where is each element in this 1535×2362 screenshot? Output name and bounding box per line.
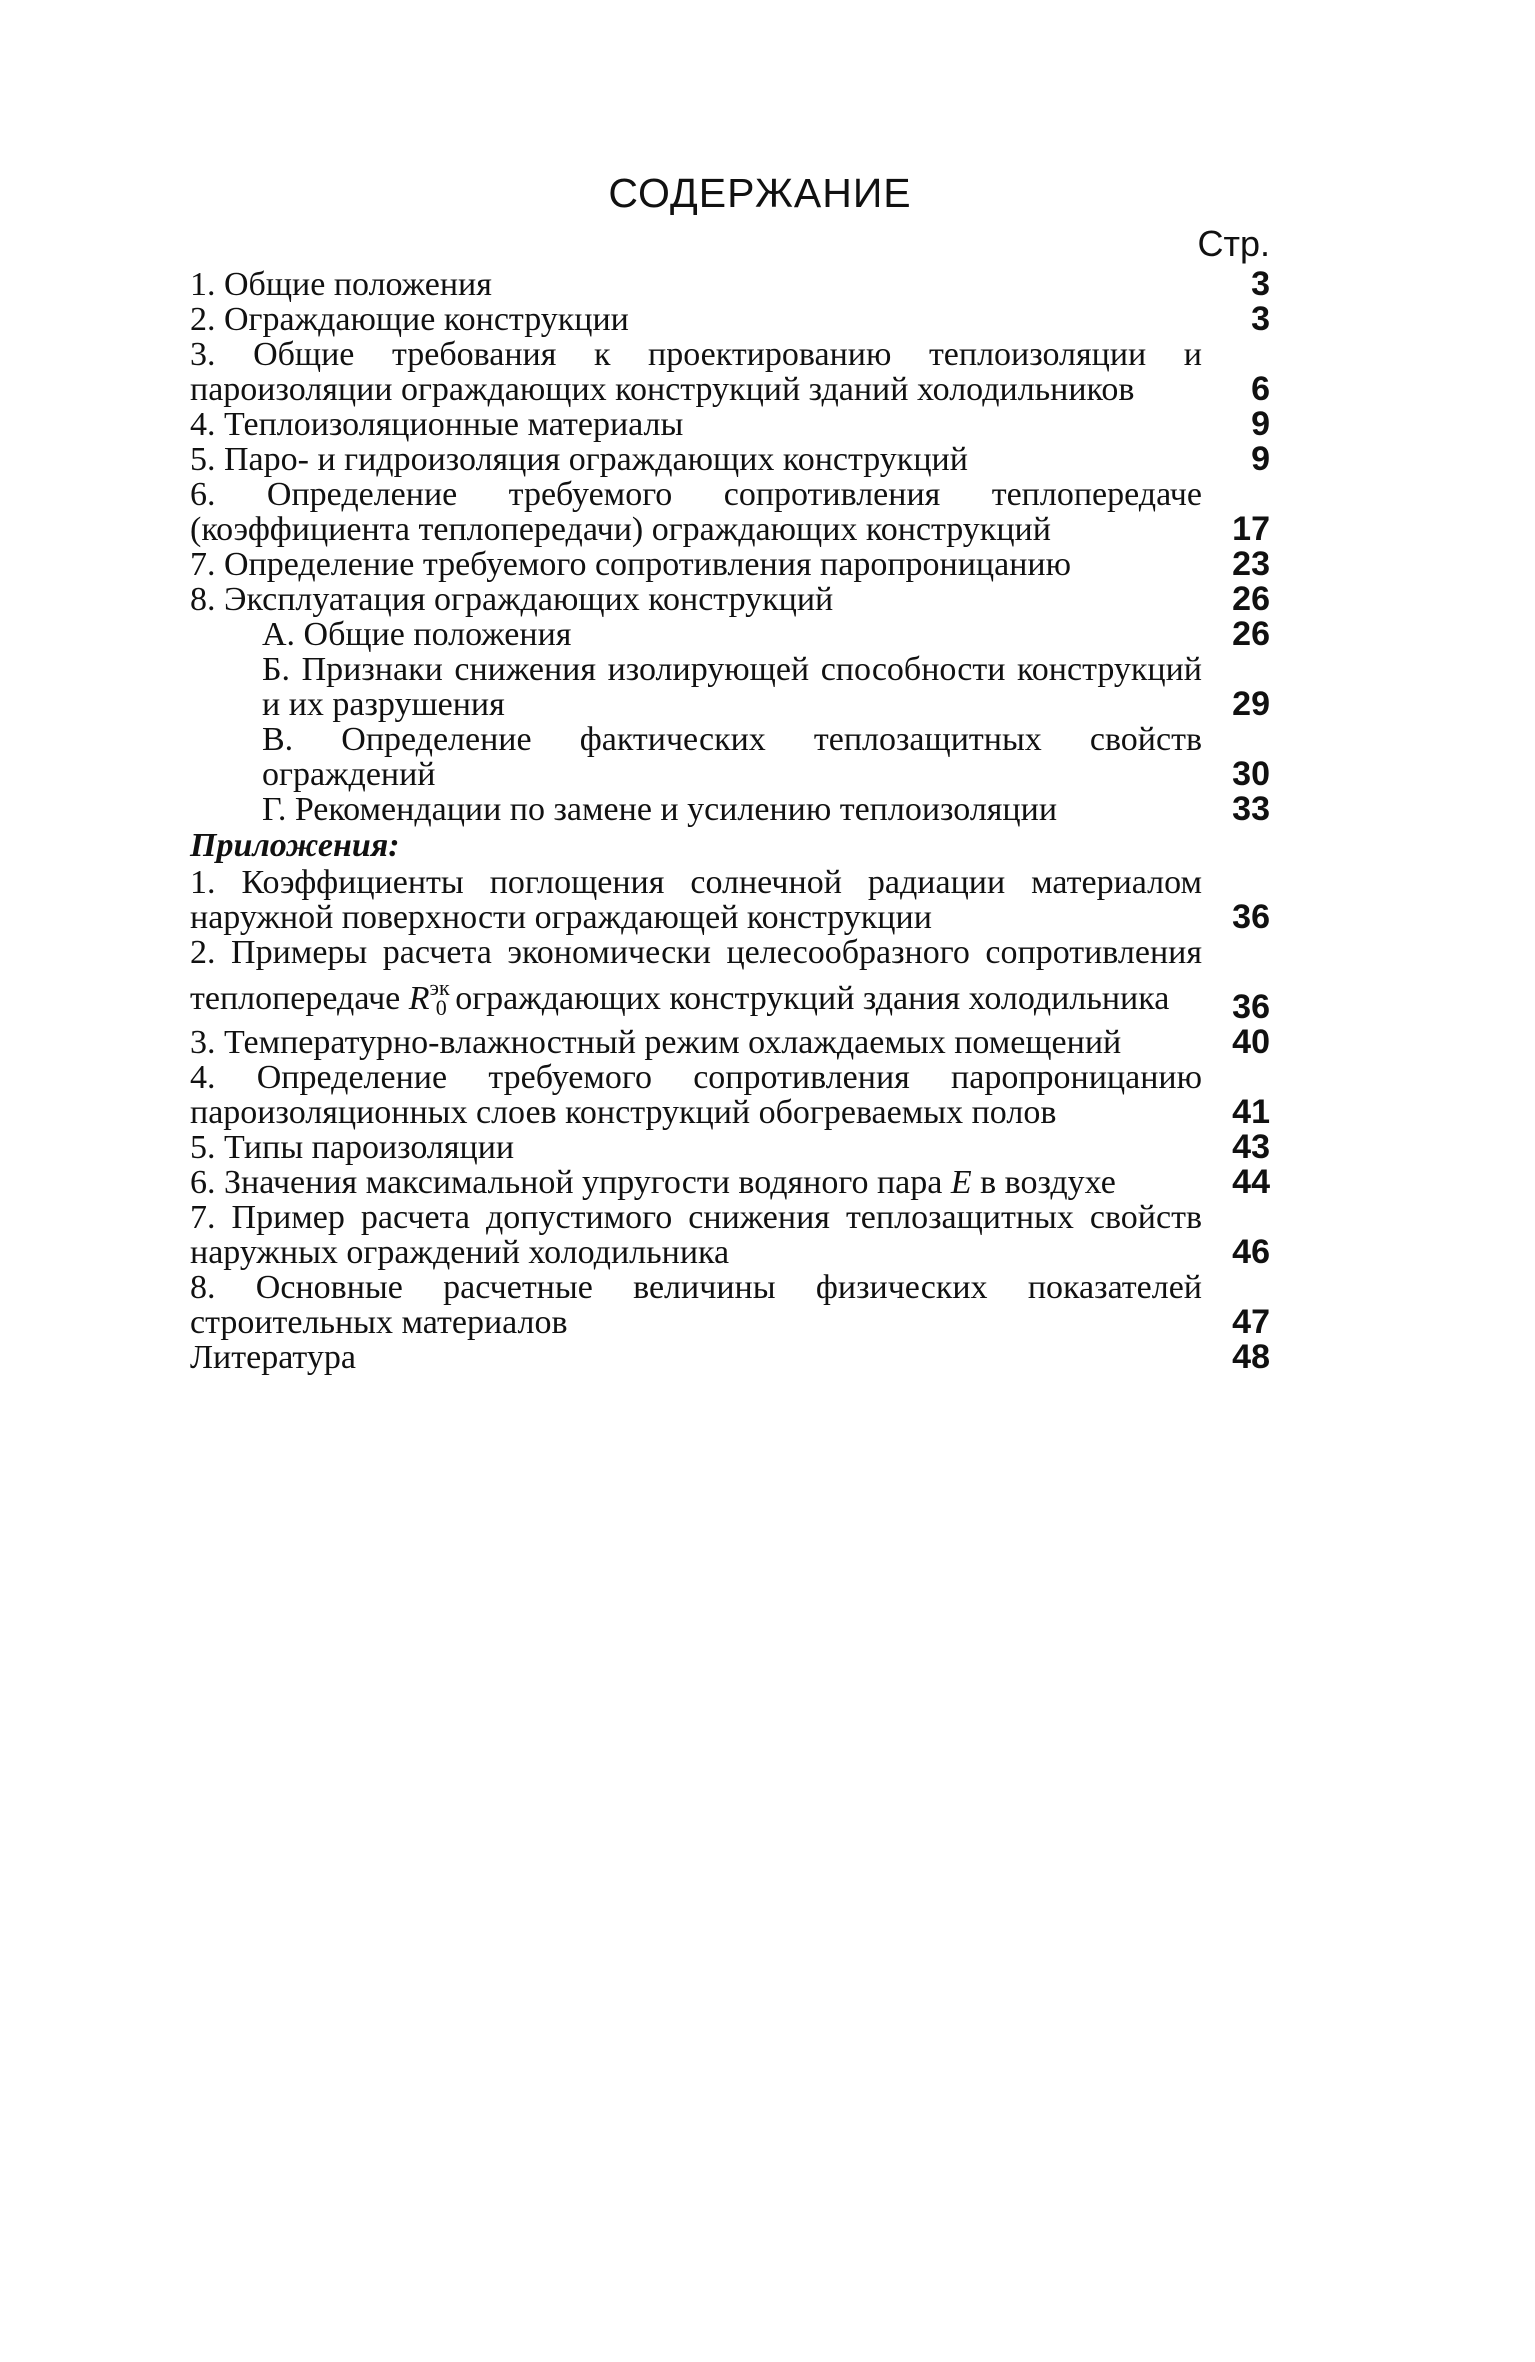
toc-entry-text-part: ограждающих конструкций здания холодильника (446, 980, 1170, 1017)
toc-entry-text: 2. Ограждающие конструкции (190, 301, 629, 338)
toc-entry-text: 1. Общие положения (190, 266, 492, 303)
toc-entry-page: 44 (1232, 1163, 1270, 1201)
toc-entry-page: 9 (1251, 405, 1270, 443)
toc-entry[interactable] (190, 582, 1270, 617)
toc-entry-text-part: 6. Значения максимальной упругости водяного пара (190, 1164, 951, 1201)
formula-symbol-e: E (950, 1164, 972, 1201)
toc-entry[interactable] (190, 337, 1270, 407)
toc-entry-text: 6. Определение требуемого сопротивления теплопередаче (коэффициента теплопередачи) ограждающих конструкций (190, 476, 1202, 548)
toc-entry-text: 5. Типы пароизоляции (190, 1129, 515, 1166)
toc-entry-page: 30 (1232, 755, 1270, 793)
toc-entry-page: 3 (1251, 300, 1270, 338)
page-title: СОДЕРЖАНИЕ (608, 170, 912, 216)
toc-entry-page: 17 (1232, 510, 1270, 548)
toc-entry-text: 8. Основные расчетные величины физических показателей строительных материалов (190, 1269, 1202, 1341)
toc-entry[interactable] (190, 547, 1270, 582)
toc-entry-page: 41 (1232, 1093, 1270, 1131)
toc-entry-text-part: в воздухе (971, 1164, 1116, 1201)
toc-entry-text: 7. Определение требуемого сопротивления паропроницанию (190, 546, 1071, 583)
toc-entry-page: 43 (1232, 1128, 1270, 1166)
toc-entry[interactable] (190, 407, 1270, 442)
toc-entry-page: 40 (1232, 1023, 1270, 1061)
toc-entry[interactable] (190, 1130, 1270, 1165)
toc-subentry[interactable] (190, 722, 1270, 792)
toc-entry[interactable] (190, 1165, 1270, 1200)
toc-entry-page: 29 (1232, 685, 1270, 723)
toc-entry-text (190, 1165, 1220, 1200)
toc-entry-text: 3. Общие требования к проектированию теплоизоляции и пароизоляции ограждающих конструкций зданий холодильников (190, 336, 1202, 408)
toc-entry-text: 4. Определение требуемого сопротивления паропроницанию пароизоляционных слоев конструкций обогреваемых полов (190, 1059, 1202, 1131)
formula-subscript: 0 (435, 995, 447, 1020)
toc-entry-text: Литература (190, 1339, 356, 1376)
toc-entry[interactable] (190, 1060, 1270, 1130)
toc-entry-text-part: 2. Примеры расчета экономически целесообразного сопротивления теплопередаче (190, 934, 1202, 1017)
toc-subentry[interactable] (190, 617, 1270, 652)
toc-entry-text: 1. Коэффициенты поглощения солнечной радиации материалом наружной поверхности ограждающей конструкции (190, 864, 1202, 936)
toc-entry-text (190, 935, 1220, 1025)
toc-entry[interactable] (190, 1270, 1270, 1340)
toc-entry[interactable] (190, 267, 1270, 302)
toc-subentry[interactable] (190, 652, 1270, 722)
toc-entry-page: 6 (1251, 370, 1270, 408)
toc-entry-page: 26 (1232, 615, 1270, 653)
toc-subentry[interactable] (190, 792, 1270, 827)
toc-entry-page: 47 (1232, 1303, 1270, 1341)
toc-entry[interactable] (190, 302, 1270, 337)
toc-entry-text: В. Определение фактических теплозащитных свойств ограждений (262, 721, 1202, 793)
page-column-label: Стр. (1197, 223, 1270, 264)
toc-entry-page: 23 (1232, 545, 1270, 583)
toc-entry[interactable] (190, 865, 1270, 935)
toc-entry-page: 3 (1251, 265, 1270, 303)
toc-entry-page: 33 (1232, 790, 1270, 828)
toc-entry-text: 7. Пример расчета допустимого снижения теплозащитных свойств наружных ограждений холодильника (190, 1199, 1202, 1271)
toc-list (190, 267, 1270, 1375)
toc-entry-text: 4. Теплоизоляционные материалы (190, 406, 684, 443)
toc-entry-text: 5. Паро- и гидроизоляция ограждающих конструкций (190, 441, 968, 478)
toc-entry-text: Г. Рекомендации по замене и усилению теплоизоляции (262, 791, 1058, 828)
toc-entry-page: 9 (1251, 440, 1270, 478)
toc-entry[interactable] (190, 1200, 1270, 1270)
table-of-contents-page (190, 170, 1270, 1375)
toc-entry[interactable] (190, 1340, 1270, 1375)
formula-symbol-r: R (408, 980, 430, 1017)
formula-superscript: эк (429, 975, 450, 1000)
toc-entry-page: 26 (1232, 580, 1270, 618)
appendix-label: Приложения: (190, 827, 400, 864)
toc-entry[interactable] (190, 935, 1270, 1025)
toc-entry-text: 3. Температурно-влажностный режим охлаждаемых помещений (190, 1024, 1122, 1061)
toc-entry[interactable] (190, 442, 1270, 477)
toc-entry-text: Б. Признаки снижения изолирующей способности конструкций и их разрушения (262, 651, 1202, 723)
toc-entry-text: А. Общие положения (262, 616, 572, 653)
toc-entry-text: 8. Эксплуатация ограждающих конструкций (190, 581, 834, 618)
toc-entry-page: 46 (1232, 1233, 1270, 1271)
toc-entry-page: 36 (1232, 988, 1270, 1026)
toc-entry[interactable] (190, 477, 1270, 547)
toc-entry[interactable] (190, 1025, 1270, 1060)
toc-entry-page: 48 (1232, 1338, 1270, 1376)
toc-entry-page: 36 (1232, 898, 1270, 936)
